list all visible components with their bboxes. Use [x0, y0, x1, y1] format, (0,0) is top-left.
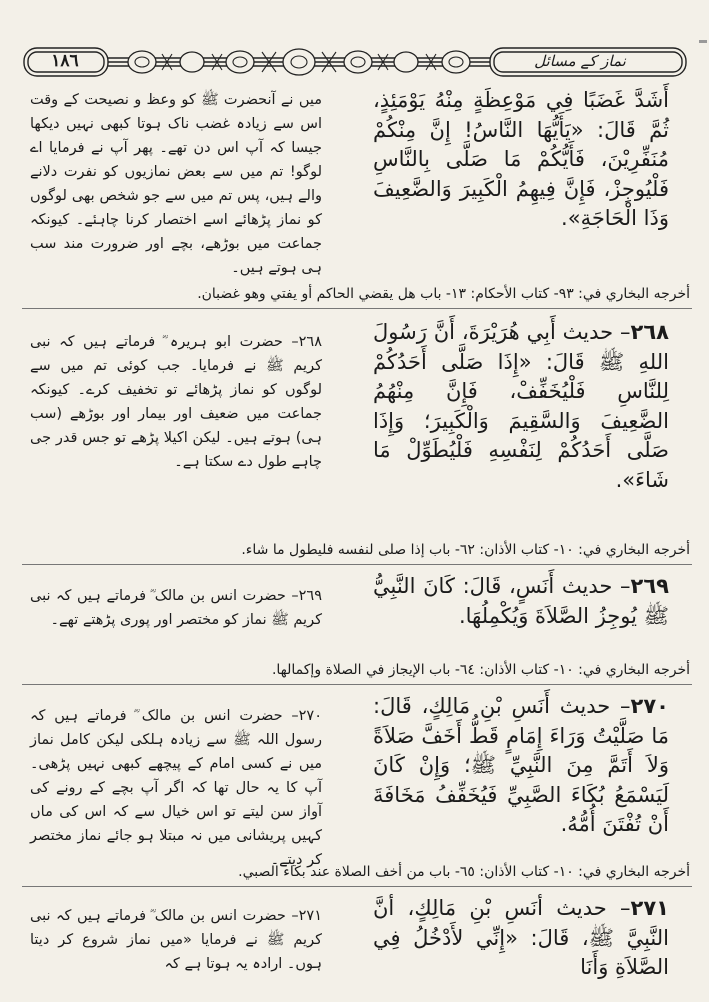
- source-line-268: أخرجه البخاري في: ١٠- كتاب الأذان: ٦٢- باب إذا صلى لنفسه فليطول ما شاء.: [241, 542, 690, 558]
- arabic-text-cont: أَشَدَّ غَضَبًا فِي مَوْعِظَةٍ مِنْهُ يَوْمَئِذٍ، ثُمَّ قَالَ: «يَأَيُّهَا النَّاسُ! إِنَّ مِنْكُمْ مُنَفِّرِيْنَ، فَأَيُّكُمْ مَا صَلَّى بِالنَّاسِ فَلْيُوجِزْ، فَإِنَّ فِيهِمُ الْكَبِيرَ وَالضَّعِيفَ وَذَا الْحَاجَةِ».: [373, 88, 669, 230]
- source-line-269: أخرجه البخاري في: ١٠- كتاب الأذان: ٦٤- باب الإيجاز في الصلاة وإكمالها.: [271, 662, 690, 678]
- hadith-271-arabic: ٢٧١– حديث أَنَسِ بْنِ مَالِكٍ، أَنَّ النَّبِيَّ ﷺ، قَالَ: «إِنِّي لأَدْخُلُ فِي الصَّلاَةِ وَأَنَا: [373, 896, 669, 979]
- source-line-270: أخرجه البخاري في: ١٠- كتاب الأذان: ٦٥- باب من أخف الصلاة عند بكاء الصبي.: [238, 864, 690, 880]
- hadith-268-arabic: ٢٦٨– حديث أَبِي هُرَيْرَةَ، أَنَّ رَسُولَ اللهِ ﷺ قَالَ: «إِذَا صَلَّى أَحَدُكُمْ لِلنَّاسِ فَلْيُخَفِّفْ، فَإِنَّ مِنْهُمُ الضَّعِيفَ وَالسَّقِيمَ وَالْكَبِيرَ؛ وَإِذَا صَلَّى أَحَدُكُمْ لِنَفْسِهِ فَلْيُطَوِّلْ مَا شَاءَ».: [373, 320, 669, 492]
- divider: [22, 886, 692, 887]
- hadith-270-arabic: ٢٧٠– حديث أَنَسِ بْنِ مَالِكٍ، قَالَ: مَا صَلَّيْتُ وَرَاءَ إِمَامٍ قَطُّ أَخَفَّ صَلاَةً وَلاَ أَتَمَّ مِنَ النَّبِيِّ ﷺ؛ وَإِنْ كَانَ لَيَسْمَعُ بُكَاءَ الصَّبِيِّ فَيُخَفِّفُ مَخَافَةَ أَنْ تُفْتَنَ أُمُّهُ.: [373, 694, 669, 836]
- edge-mark: [699, 40, 707, 43]
- hadith-number: ٢٧٠: [630, 694, 669, 718]
- hadith-269-arabic: ٢٦٩– حديث أَنَسٍ، قَالَ: كَانَ النَّبِيُّ ﷺ يُوجِزُ الصَّلاَةَ وَيُكْمِلُهَا.: [373, 574, 669, 628]
- hadith-271-urdu: ٢٧١– حضرت انس بن مالک ؓ فرماتے ہیں کہ نبی کریم ﷺ نے فرمایا «میں نماز شروع کر دیتا ہوں۔ ارادہ یہ ہوتا ہے کہ: [30, 908, 322, 972]
- source-line-cont: أخرجه البخاري في: ٩٣- كتاب الأحكام: ١٣- باب هل يقضي الحاكم أو يفتي وهو غضبان.: [197, 286, 690, 302]
- divider: [22, 308, 692, 309]
- hadith-269-urdu: ٢٦٩– حضرت انس بن مالک ؓ فرماتے ہیں کہ نبی کریم ﷺ نماز کو مختصر اور پوری پڑھتے تھے۔: [30, 588, 322, 628]
- hadith-number: ٢٦٨: [630, 320, 669, 344]
- hadith-number: ٢٦٩: [630, 574, 669, 598]
- divider: [22, 564, 692, 565]
- hadith-268-urdu: ٢٦٨– حضرت ابو ہریرہ ؓ فرماتے ہیں کہ نبی کریم ﷺ نے فرمایا۔ جب کوئی تم میں سے لوگوں کو نماز پڑھائے تو تخفیف کرے۔ کیونکہ جماعت میں ضعیف اور بیمار اور بوڑھے (سب ہی) ہوتے ہیں۔ لیکن اکیلا پڑھے تو جس قدر جی چاہے طول دے سکتا ہے۔: [30, 334, 322, 470]
- hadith-number: ٢٧١: [630, 896, 669, 920]
- hadith-270-urdu: ٢٧٠– حضرت انس بن مالک ؓ فرماتے ہیں کہ رسول اللہ ﷺ سے زیادہ ہلکی لیکن کامل نماز میں نے کسی امام کے پیچھے کبھی نہیں پڑھی۔ آپ کا یہ حال تھا کہ اگر آپ بچے کے رونے کی آواز سن لیتے تو اس خیال سے کہ اس کی ماں کہیں پریشانی میں نہ مبتلا ہو جائے نماز مختصر کر دیتے۔: [30, 708, 322, 868]
- page-number: ١٨٦: [51, 51, 79, 71]
- running-title: نماز کے مسائل: [534, 52, 626, 70]
- urdu-text-cont: میں نے آنحضرت ﷺ کو وعظ و نصیحت کے وقت اس سے زیادہ غضب ناک ہوتا کبھی نہیں دیکھا جیسا کہ آپ اس دن تھے۔ پھر آپ نے فرمایا اے لوگو! تم میں سے بعض نمازیوں کو نفرت دلانے والے ہیں، پس تم میں سے جو شخص بھی لوگوں کو نماز پڑھائے اسے اختصار کرنا چاہئے۔ کیونکہ جماعت میں بوڑھے، بچے اور ضرورت مند سب ہی ہوتے ہیں۔: [30, 92, 322, 276]
- divider: [22, 684, 692, 685]
